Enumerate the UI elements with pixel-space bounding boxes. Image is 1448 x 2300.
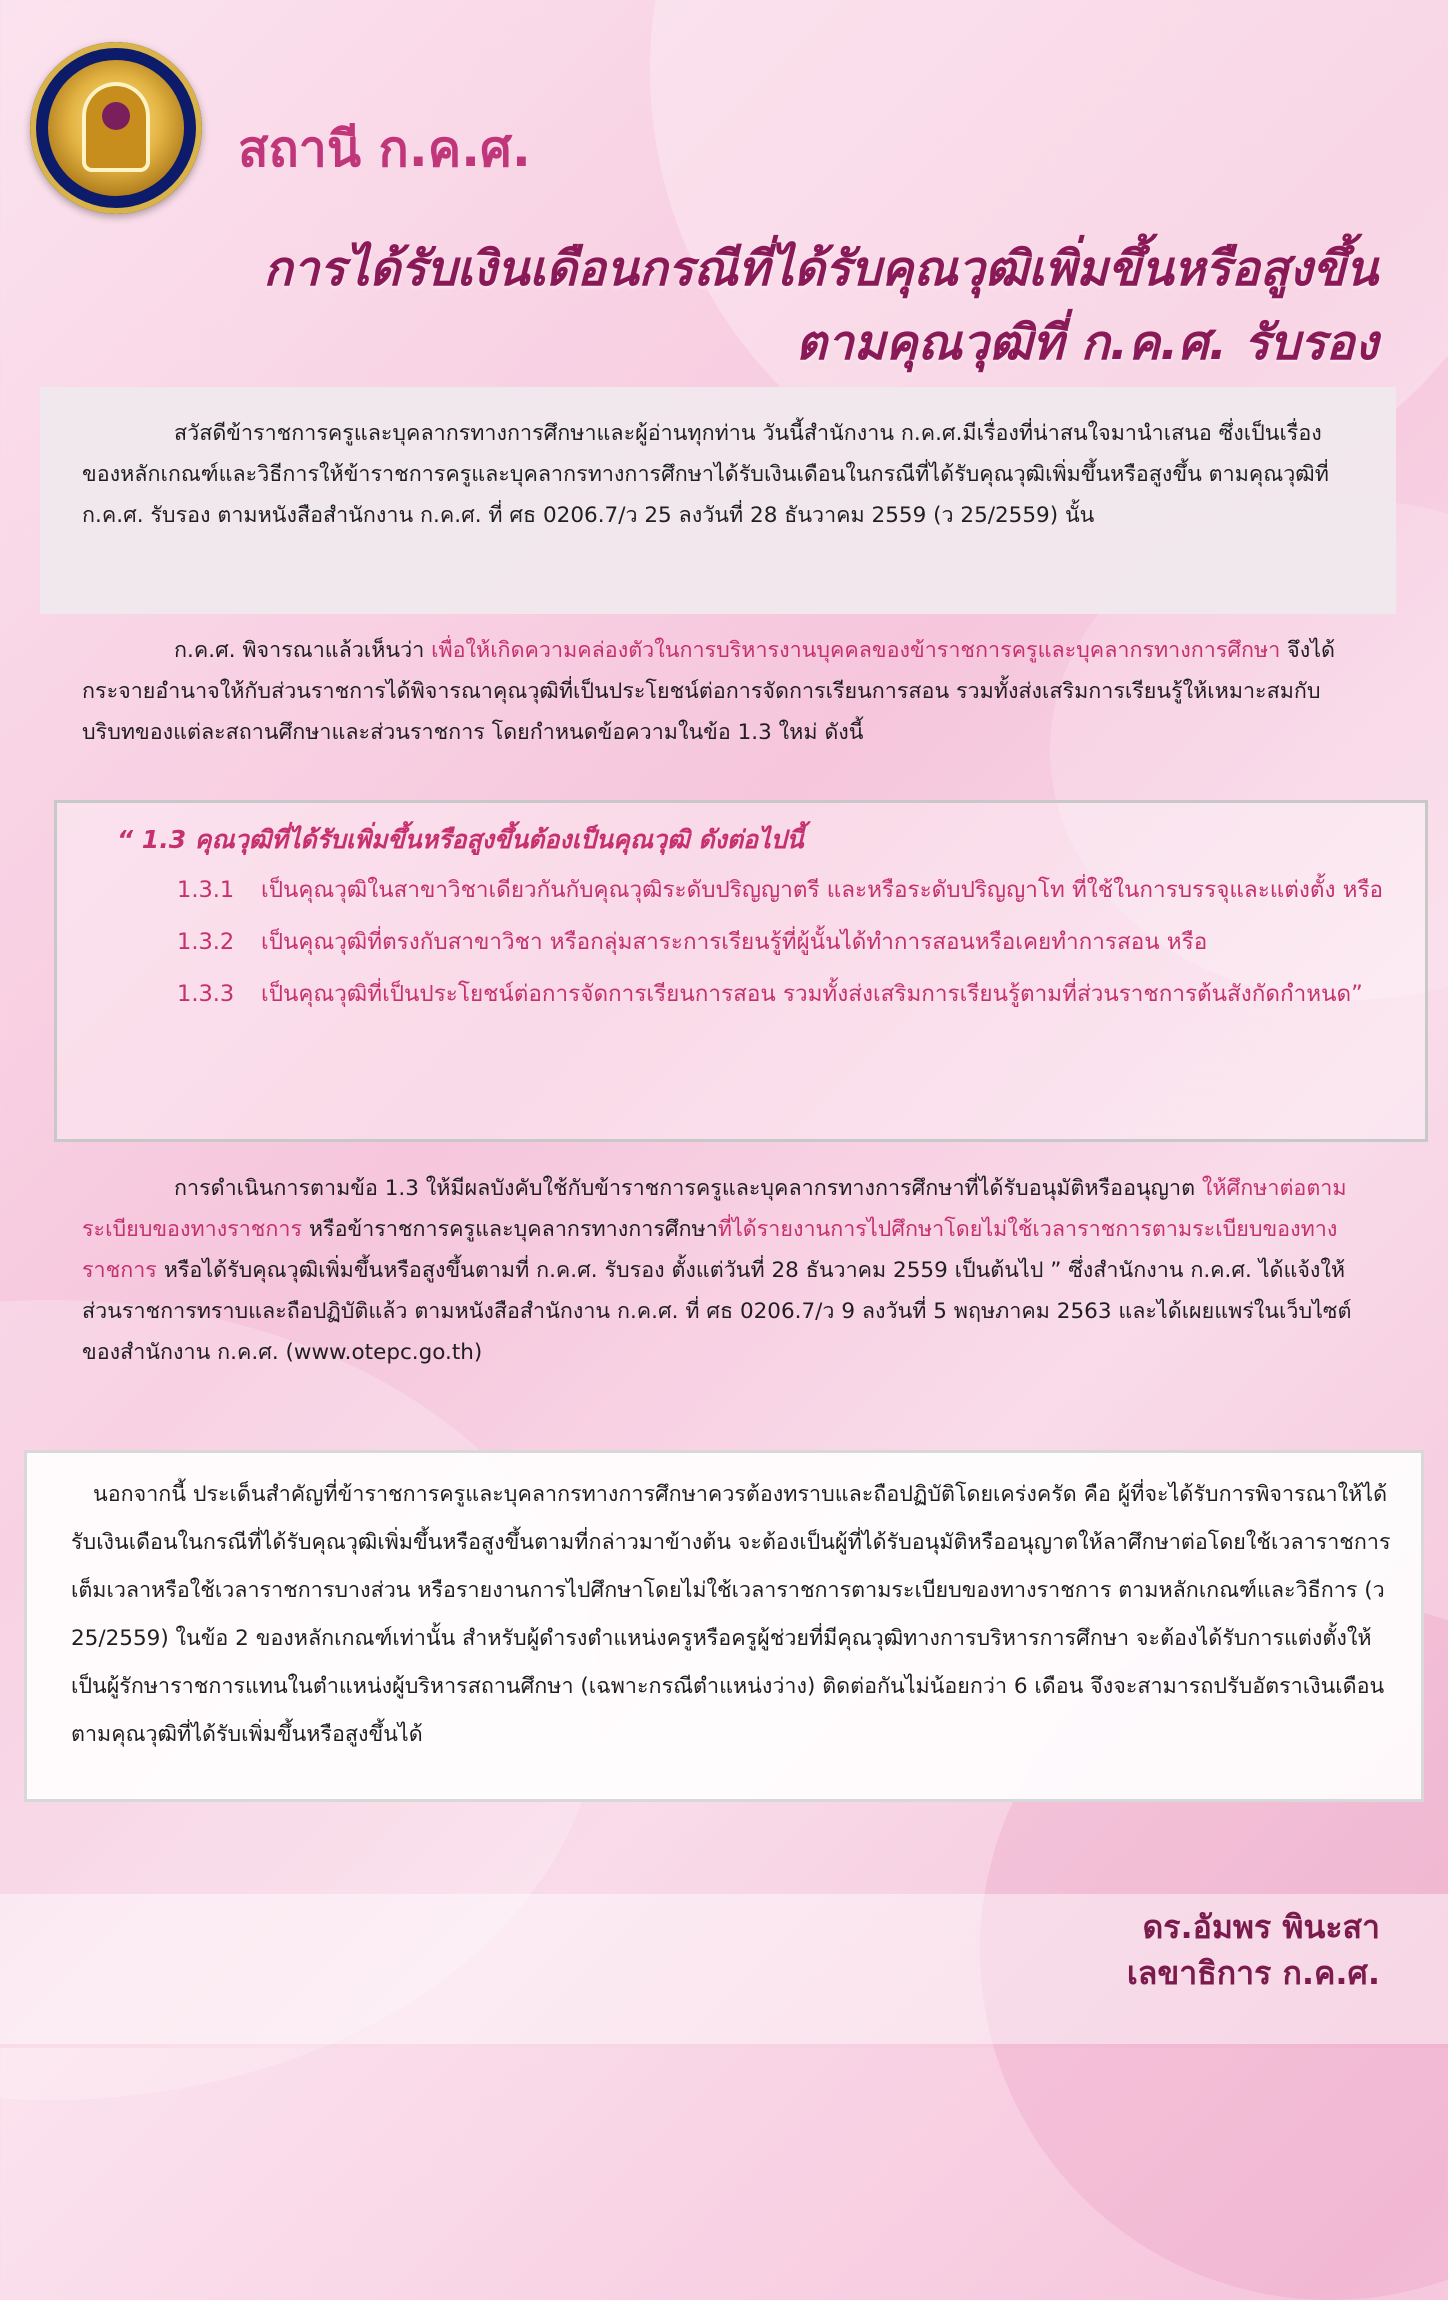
effect-section [40,1168,1396,1373]
effect-paragraph [82,1168,1354,1373]
title-line-2: ตามคุณวุฒิที่ ก.ค.ศ. รับรอง [795,315,1378,371]
quote-heading: “ 1.3 คุณวุฒิที่ได้รับเพิ่มขึ้นหรือสูงขึ้นต้องเป็นคุณวุฒิ ดังต่อไปนี้ [117,825,804,854]
consider-lead: ก.ค.ศ. พิจารณาแล้วเห็นว่า [174,638,432,663]
otepc-seal-icon [30,42,202,214]
quote-item-text: เป็นคุณวุฒิที่เป็นประโยชน์ต่อการจัดการเรียนการสอน รวมทั้งส่งเสริมการเรียนรู้ตามที่ส่วนราชการต้นสังกัดกำหนด” [261,981,1363,1007]
consider-section [40,630,1396,753]
signature [1127,1904,1380,1996]
intro-box [40,387,1396,614]
quote-item [117,921,1399,963]
effect-part-1: การดำเนินการตามข้อ 1.3 ให้มีผลบังคับใช้กับข้าราชการครูและบุคลากรทางการศึกษาที่ได้รับอนุมัติหรืออนุญาต [174,1176,1202,1201]
note-paragraph: นอกจากนี้ ประเด็นสำคัญที่ข้าราชการครูและบุคลากรทางการศึกษาควรต้องทราบและถือปฏิบัติโดยเคร่งครัด คือ ผู้ที่จะได้รับการพิจารณาให้ได้รับเงินเดือนในกรณีที่ได้รับคุณวุฒิเพิ่มขึ้นหรือสูงขึ้นตามที่กล่าวมาข้างต้น จะต้องเป็นผู้ที่ได้รับอนุมัติหรืออนุญาตให้ลาศึกษาต่อโดยใช้เวลาราชการเต็มเวลาหรือใช้เวลาราชการบางส่วน หรือรายงานการไปศึกษาโดยไม่ใช้เวลาราชการตามระเบียบของทางราชการ ตามหลักเกณฑ์และวิธีการ (ว 25/2559) ในข้อ 2 ของหลักเกณฑ์เท่านั้น สำหรับผู้ดำรงตำแหน่งครูหรือครูผู้ช่วยที่มีคุณวุฒิทางการบริหารการศึกษา จะต้องได้รับการแต่งตั้งให้เป็นผู้รักษาราชการแทนในตำแหน่งผู้บริหารสถานศึกษา (เฉพาะกรณีตำแหน่งว่าง) ติดต่อกันไม่น้อยกว่า 6 เดือน จึงจะสามารถปรับอัตราเงินเดือนตามคุณวุฒิที่ได้รับเพิ่มขึ้นหรือสูงขึ้นได้ [71,1482,1391,1747]
note-box [24,1450,1424,1802]
consider-paragraph [82,630,1354,753]
consider-rest: จึงได้กระจายอำนาจให้กับส่วนราชการได้พิจารณาคุณวุฒิที่เป็นประโยชน์ต่อการจัดการเรียนการสอน รวมทั้งส่งเสริมการเรียนรู้ให้เหมาะสมกับบริบทของแต่ละสถานศึกษาและส่วนราชการ โดยกำหนดข้อความในข้อ 1.3 ใหม่ ดังนี้ [82,638,1336,745]
quote-item-number: 1.3.1 [177,877,235,903]
seal-emblem [82,82,150,172]
station-label: สถานี ก.ค.ศ. [238,120,531,178]
effect-part-3: หรือได้รับคุณวุฒิเพิ่มขึ้นหรือสูงขึ้นตามที่ ก.ค.ศ. รับรอง ตั้งแต่วันที่ 28 ธันวาคม 2559 เป็นต้นไป ” ซึ่งสำนักงาน ก.ค.ศ. ได้แจ้งให้ส่วนราชการทราบและถือปฏิบัติแล้ว ตามหนังสือสำนักงาน ก.ค.ศ. ที่ ศธ 0206.7/ว 9 ลงวันที่ 5 พฤษภาคม 2563 และได้เผยแพร่ในเว็บไซต์ของสำนักงาน ก.ค.ศ. (www.otepc.go.th) [82,1258,1352,1365]
quote-item-number: 1.3.2 [177,929,235,955]
quote-item-text: เป็นคุณวุฒิที่ตรงกับสาขาวิชา หรือกลุ่มสาระการเรียนรู้ที่ผู้นั้นได้ทำการสอนหรือเคยทำการสอน หรือ [261,929,1208,955]
signature-name: ดร.อัมพร พินะสา [1142,1908,1380,1946]
quote-item-text: เป็นคุณวุฒิในสาขาวิชาเดียวกันกับคุณวุฒิระดับปริญญาตรี และหรือระดับปริญญาโท ที่ใช้ในการบรรจุและแต่งตั้ง หรือ [261,877,1384,903]
effect-highlight-2: ที่ได้รายงานการไปศึกษาโดยไม่ใช้เวลาราชการตามระเบียบของทางราชการ [82,1217,1338,1283]
effect-highlight-1: ให้ศึกษาต่อตามระเบียบของทางราชการ [82,1176,1347,1242]
title-line-1: การได้รับเงินเดือนกรณีที่ได้รับคุณวุฒิเพิ่มขึ้นหรือสูงขึ้น [263,241,1378,297]
quote-item-number: 1.3.3 [177,981,235,1007]
quote-item [117,869,1399,911]
quote-item [117,973,1399,1015]
page-title [263,232,1378,380]
signature-position: เลขาธิการ ก.ค.ศ. [1126,1954,1380,1992]
effect-part-2: หรือข้าราชการครูและบุคลากรทางการศึกษา [302,1217,718,1242]
quote-box [54,800,1428,1142]
intro-paragraph: สวัสดีข้าราชการครูและบุคลากรทางการศึกษาและผู้อ่านทุกท่าน วันนี้สำนักงาน ก.ค.ศ.มีเรื่องที่น่าสนใจมานำเสนอ ซึ่งเป็นเรื่องของหลักเกณฑ์และวิธีการให้ข้าราชการครูและบุคลากรทางการศึกษาได้รับเงินเดือนในกรณีที่ได้รับคุณวุฒิเพิ่มขึ้นหรือสูงขึ้น ตามคุณวุฒิที่ ก.ค.ศ. รับรอง ตามหนังสือสำนักงาน ก.ค.ศ. ที่ ศธ 0206.7/ว 25 ลงวันที่ 28 ธันวาคม 2559 (ว 25/2559) นั้น [82,421,1329,528]
consider-highlight: เพื่อให้เกิดความคล่องตัวในการบริหารงานบุคคลของข้าราชการครูและบุคลากรทางการศึกษา [431,638,1281,663]
